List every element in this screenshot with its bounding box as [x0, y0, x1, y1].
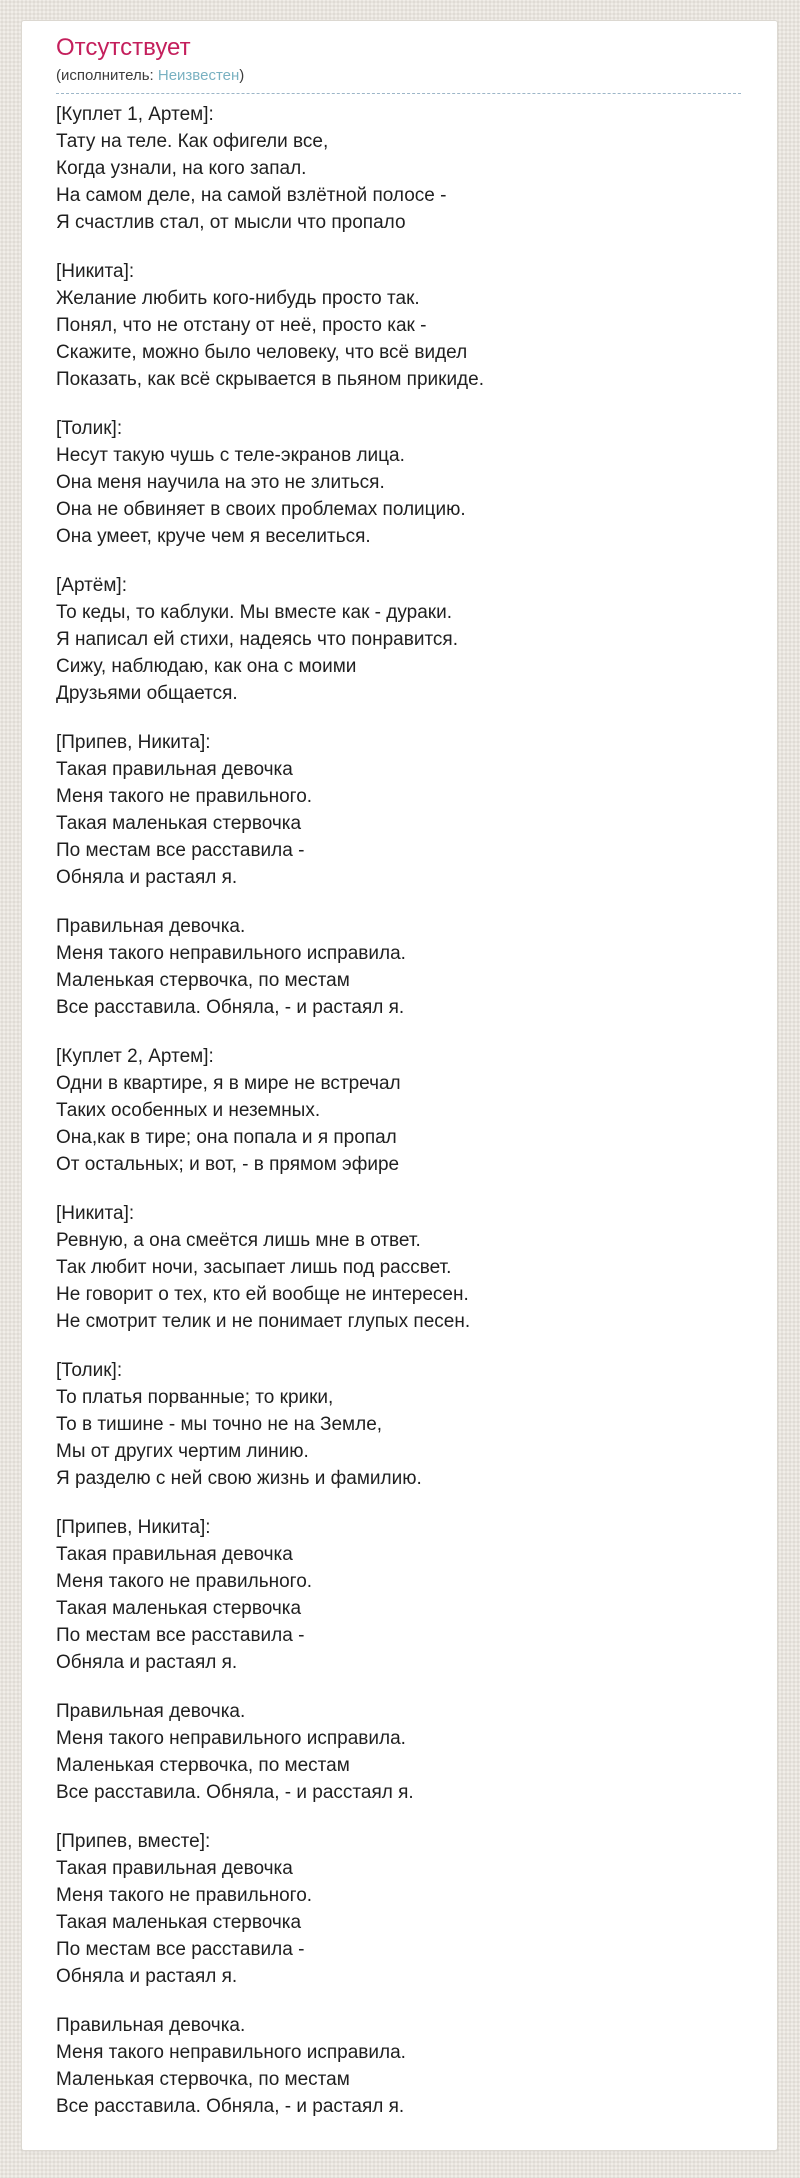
stanza: [Припев, Никита]: Такая правильная девочка Меня такого не правильного. Такая маленькая стервочка По местам все расставила - Обняла и растаял я. [56, 1517, 313, 1673]
stanza: [Артём]: То кеды, то каблуки. Мы вместе как - дураки. Я написал ей стихи, надеясь что понравится. Сижу, наблюдаю, как она с моими Друзьями общается. [56, 575, 458, 704]
artist-line [56, 66, 741, 94]
artist-label-suffix: ) [239, 67, 245, 84]
stanza: [Толик]: Несут такую чушь с теле-экранов лица. Она меня научила на это не злиться. Она не обвиняет в своих проблемах полицию. Она умеет, круче чем я веселиться. [56, 418, 466, 547]
stanza: [Припев, вместе]: Такая правильная девочка Меня такого не правильного. Такая маленькая стервочка По местам все расставила - Обняла и растаял я. [56, 1831, 313, 1987]
stanza: Правильная девочка. Меня такого неправильного исправила. Маленькая стервочка, по местам Все расставила. Обняла, - и растаял я. [56, 916, 406, 1018]
stanza: [Толик]: То платья порванные; то крики, То в тишине - мы точно не на Земле, Мы от других чертим линию. Я разделю с ней свою жизнь и фамилию. [56, 1360, 422, 1489]
artist-link[interactable]: Неизвестен [157, 67, 240, 84]
stanza: [Никита]: Ревную, а она смеётся лишь мне в ответ. Так любит ночи, засыпает лишь под рассвет. Не говорит о тех, кто ей вообще не интересен. Не смотрит телик и не понимает глупых песен. [56, 1203, 471, 1332]
stanza: Правильная девочка. Меня такого неправильного исправила. Маленькая стервочка, по местам Все расставила. Обняла, - и растаял я. [56, 2015, 406, 2117]
artist-label-prefix: (исполнитель: [56, 67, 158, 84]
page-background [0, 20, 800, 2178]
stanza: Правильная девочка. Меня такого неправильного исправила. Маленькая стервочка, по местам Все расставила. Обняла, - и расстаял я. [56, 1701, 414, 1803]
stanza: [Куплет 2, Артем]: Одни в квартире, я в мире не встречал Таких особенных и неземных. Она,как в тире; она попала и я пропал От остальных; и вот, - в прямом эфире [56, 1046, 401, 1175]
stanza: [Припев, Никита]: Такая правильная девочка Меня такого не правильного. Такая маленькая стервочка По местам все расставила - Обняла и растаял я. [56, 732, 313, 888]
lyrics-card [21, 20, 778, 2151]
song-title: Отсутствует [56, 34, 191, 61]
lyrics [56, 94, 741, 2120]
stanza: [Куплет 1, Артем]: Тату на теле. Как офигели все, Когда узнали, на кого запал. На самом деле, на самой взлётной полосе - Я счастлив стал, от мысли что пропало [56, 104, 447, 233]
stanza: [Никита]: Желание любить кого-нибудь просто так. Понял, что не отстану от неё, просто как - Скажите, можно было человеку, что всё видел Показать, как всё скрывается в пьяном прикиде. [56, 261, 484, 390]
